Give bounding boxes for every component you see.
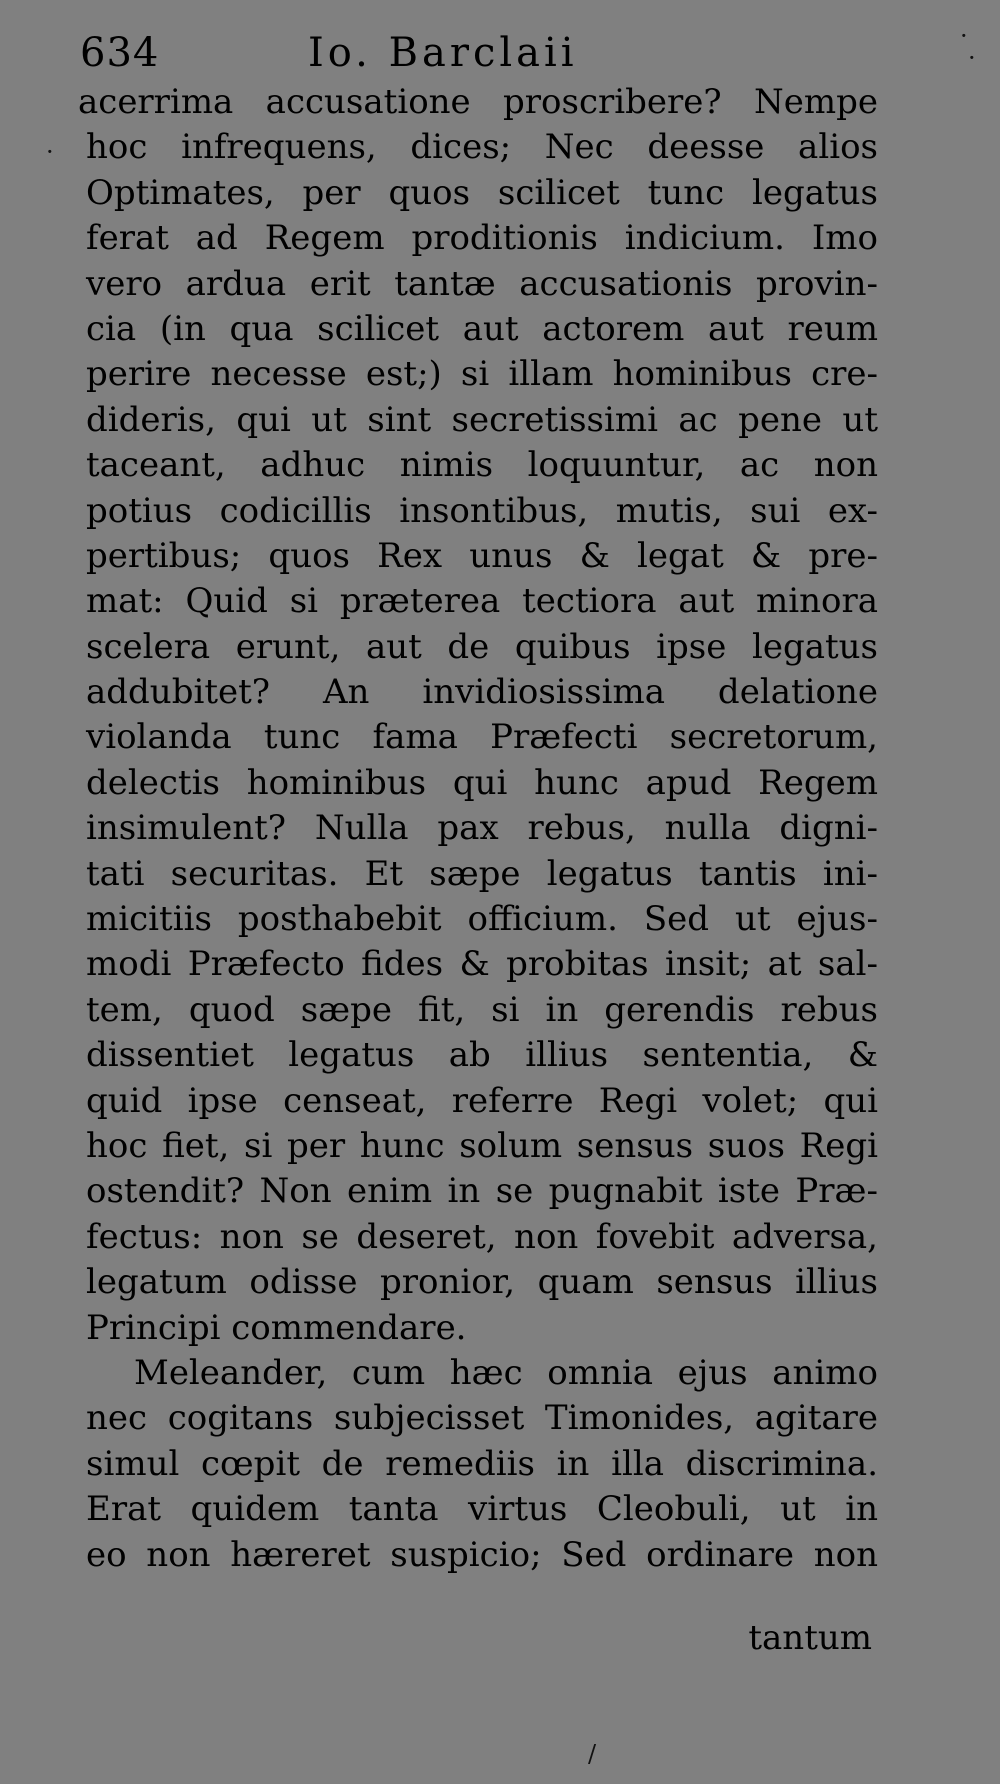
- text-line: scelera erunt, aut de quibus ipse legatus: [86, 626, 878, 667]
- text-line: vero ardua erit tantæ accusationis provin-: [86, 263, 878, 304]
- text-line: Optimates, per quos scilicet tunc legatus: [86, 172, 878, 213]
- page-header: [78, 22, 698, 78]
- text-line: micitiis posthabebit officium. Sed ut ejus-: [86, 899, 878, 940]
- text-line: acerrima accusatione proscribere? Nempe: [78, 82, 878, 122]
- print-speck: /: [588, 1740, 597, 1768]
- print-speck: ·: [968, 44, 976, 72]
- text-line: eo non hæreret suspicio; Sed ordinare non: [86, 1534, 878, 1575]
- text-line: simul cœpit de remediis in illa discrimina.: [86, 1443, 878, 1484]
- text-line: ostendit? Non enim in se pugnabit iste Præ-: [86, 1171, 878, 1212]
- page-number: 634: [80, 30, 160, 76]
- body-text: [78, 80, 878, 1578]
- text-line: ferat ad Regem proditionis indicium. Imo: [86, 218, 878, 259]
- text-line: mat: Quid si præterea tectiora aut minora: [86, 581, 878, 622]
- text-line: dideris, qui ut sint secretissimi ac pene ut: [86, 399, 878, 440]
- text-line: addubitet? An invidiosissima delatione: [86, 672, 878, 713]
- text-line: hoc fiet, si per hunc solum sensus suos Regi: [86, 1125, 878, 1166]
- text-line: Principi commendare.: [86, 1307, 467, 1348]
- text-line: fectus: non se deseret, non fovebit adversa,: [86, 1216, 878, 1257]
- text-line: taceant, adhuc nimis loquuntur, ac non: [86, 445, 878, 486]
- text-line: dissentiet legatus ab illius sententia, &: [86, 1035, 878, 1076]
- text-line: tem, quod sæpe fit, si in gerendis rebus: [86, 989, 878, 1030]
- text-line: Erat quidem tanta virtus Cleobuli, ut in: [86, 1489, 878, 1530]
- text-line: pertibus; quos Rex unus & legat & pre-: [86, 535, 878, 576]
- print-speck: ·: [46, 138, 54, 166]
- text-line: insimulent? Nulla pax rebus, nulla digni-: [86, 808, 878, 849]
- text-line: nec cogitans subjecisset Timonides, agitare: [86, 1398, 878, 1439]
- text-line: cia (in qua scilicet aut actorem aut reum: [86, 308, 878, 349]
- text-line: potius codicillis insontibus, mutis, sui ex-: [86, 490, 878, 531]
- text-line: hoc infrequens, dices; Nec deesse alios: [86, 127, 878, 168]
- catchword: tantum: [748, 1618, 872, 1658]
- print-speck: ·: [960, 22, 968, 50]
- text-line: violanda tunc fama Præfecti secretorum,: [86, 717, 878, 758]
- text-line: perire necesse est;) si illam hominibus cre-: [86, 354, 878, 395]
- text-line: tati securitas. Et sæpe legatus tantis ini-: [86, 853, 878, 894]
- text-line: quid ipse censeat, referre Regi volet; qui: [86, 1080, 878, 1121]
- paragraph-start-line: Meleander, cum hæc omnia ejus animo: [134, 1352, 878, 1393]
- running-head: Io. Barclaii: [308, 30, 578, 76]
- text-line: delectis hominibus qui hunc apud Regem: [86, 762, 878, 803]
- text-line: modi Præfecto fides & probitas insit; at sal-: [86, 944, 878, 985]
- text-line: legatum odisse pronior, quam sensus illius: [86, 1262, 878, 1303]
